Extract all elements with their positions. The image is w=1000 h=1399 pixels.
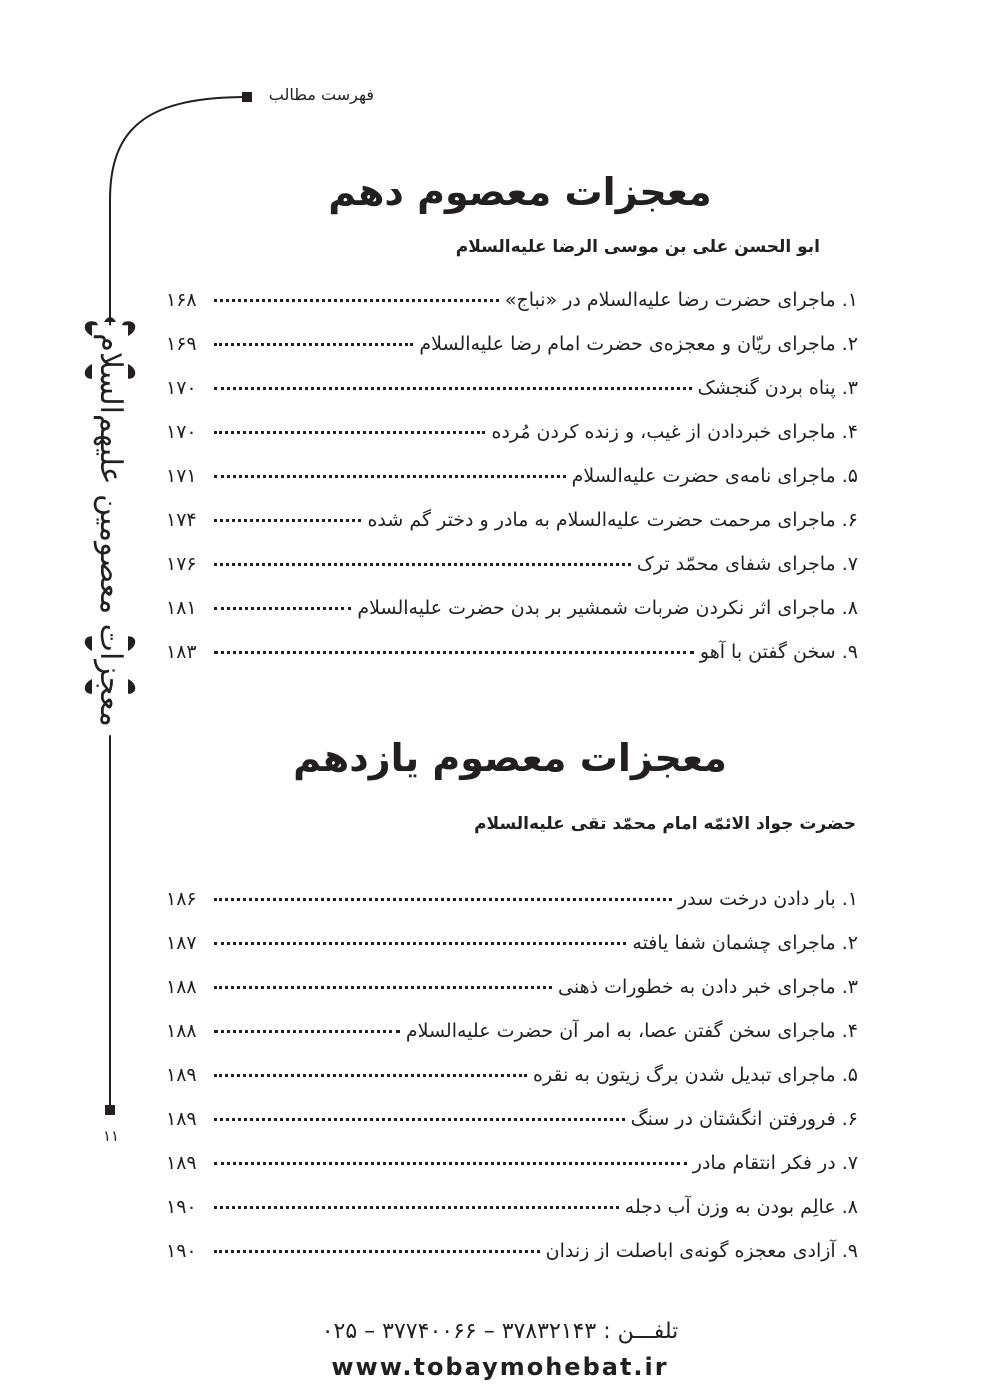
- entry-title: ماجرای خبردادن از غیب، و زنده کردن مُرده: [491, 421, 836, 443]
- entry-number: ۱.: [841, 289, 858, 311]
- dot-leader: [214, 431, 485, 434]
- book-title-vertical: معجزات معصومین علیهم‌السلام: [92, 325, 128, 735]
- toc-entry[interactable]: [160, 1009, 860, 1053]
- entry-number: ۲.: [841, 932, 858, 954]
- entry-page: ۱۷۰: [166, 421, 197, 443]
- dot-leader: [214, 986, 552, 989]
- entry-title: فرورفتن انگشتان در سنگ: [630, 1108, 836, 1130]
- entry-title: ماجرای سخن گفتن عصا، به امر آن حضرت علیه‌السلام: [405, 1020, 836, 1042]
- toc-entry[interactable]: [160, 921, 860, 965]
- toc-entry[interactable]: [160, 454, 860, 498]
- entry-number: ۴.: [841, 421, 858, 443]
- dot-leader: [214, 563, 631, 566]
- toc-list: [160, 278, 860, 674]
- entry-page: ۱۸۹: [166, 1108, 197, 1130]
- entry-title: بار دادن درخت سدر: [678, 888, 836, 910]
- toc-entry[interactable]: [160, 1053, 860, 1097]
- toc-entry[interactable]: [160, 322, 860, 366]
- entry-page: ۱۸۹: [166, 1152, 197, 1174]
- dot-leader: [214, 1162, 687, 1165]
- entry-title: ماجرای تبدیل شدن برگ زیتون به نقره: [533, 1064, 836, 1086]
- toc-entry[interactable]: [160, 410, 860, 454]
- toc-entry[interactable]: [160, 1097, 860, 1141]
- entry-page: ۱۷۱: [166, 465, 197, 487]
- dot-leader: [214, 299, 499, 302]
- running-header: فهرست مطالب: [268, 85, 374, 104]
- toc-entry[interactable]: [160, 498, 860, 542]
- entry-number: ۶.: [841, 509, 858, 531]
- entry-title: سخن گفتن با آهو: [699, 641, 836, 663]
- entry-page: ۱۷۶: [166, 553, 197, 575]
- entry-number: ۸.: [841, 597, 858, 619]
- entry-page: ۱۷۰: [166, 377, 197, 399]
- entry-number: ۸.: [841, 1196, 858, 1218]
- toc-section-11: [160, 728, 860, 1273]
- dot-leader: [214, 475, 566, 478]
- dot-leader: [214, 1206, 619, 1209]
- entry-title: ماجرای خبر دادن به خطورات ذهنی: [558, 976, 836, 998]
- entry-page: ۱۹۰: [166, 1240, 197, 1262]
- entry-title: در فکر انتقام مادر: [692, 1152, 836, 1174]
- dot-leader: [214, 942, 626, 945]
- entry-number: ۱.: [841, 888, 858, 910]
- toc-entry[interactable]: [160, 630, 860, 674]
- entry-page: ۱۸۱: [166, 597, 197, 619]
- entry-title: ماجرای مرحمت حضرت علیه‌السلام به مادر و دختر گم شده: [367, 509, 836, 531]
- toc-entry[interactable]: [160, 965, 860, 1009]
- footer-website-link[interactable]: www.tobaymohebat.ir: [331, 1353, 669, 1381]
- section-subtitle: حضرت جواد الائمّه امام محمّد تقی علیه‌السلام: [474, 814, 856, 834]
- entry-page: ۱۸۸: [166, 976, 197, 998]
- entry-title: ماجرای حضرت رضا علیه‌السلام در «نباج»: [504, 289, 836, 311]
- entry-title: ماجرای شفای محمّد ترک: [636, 553, 836, 575]
- entry-page: ۱۸۹: [166, 1064, 197, 1086]
- dot-leader: [214, 1118, 625, 1121]
- dot-leader: [214, 607, 351, 610]
- entry-page: ۱۶۹: [166, 333, 197, 355]
- entry-number: ۵.: [841, 465, 858, 487]
- entry-page: ۱۹۰: [166, 1196, 197, 1218]
- entry-number: ۶.: [841, 1108, 858, 1130]
- dot-leader: [214, 651, 694, 654]
- entry-title: عالِم بودن به وزن آب دجله: [624, 1196, 836, 1218]
- entry-number: ۳.: [841, 976, 858, 998]
- entry-number: ۳.: [841, 377, 858, 399]
- section-subtitle: ابو الحسن علی بن موسی الرضا علیه‌السلام: [455, 237, 820, 257]
- toc-entry[interactable]: [160, 1141, 860, 1185]
- entry-number: ۲.: [841, 333, 858, 355]
- entry-title: آزادی معجزه گونه‌ی اباصلت از زندان: [545, 1240, 836, 1262]
- entry-page: ۱۷۴: [166, 509, 197, 531]
- dot-leader: [214, 387, 692, 390]
- toc-list: [160, 877, 860, 1273]
- entry-title: ماجرای چشمان شفا یافته: [632, 932, 836, 954]
- toc-entry[interactable]: [160, 1229, 860, 1273]
- toc-entry[interactable]: [160, 877, 860, 921]
- entry-page: ۱۸۳: [166, 641, 197, 663]
- toc-entry[interactable]: [160, 542, 860, 586]
- entry-title: ماجرای اثر نکردن ضربات شمشیر بر بدن حضرت علیه‌السلام: [357, 597, 836, 619]
- dot-leader: [214, 898, 672, 901]
- dot-leader: [214, 1030, 400, 1033]
- page-number: ۱۱: [102, 1127, 120, 1145]
- entry-number: ۵.: [841, 1064, 858, 1086]
- entry-title: پناه بردن گنجشک: [697, 377, 836, 399]
- entry-page: ۱۸۶: [166, 888, 197, 910]
- entry-title: ماجرای نامه‌ی حضرت علیه‌السلام: [571, 465, 836, 487]
- entry-page: ۱۸۷: [166, 932, 197, 954]
- toc-entry[interactable]: [160, 278, 860, 322]
- dot-leader: [214, 1250, 540, 1253]
- entry-number: ۷.: [841, 1152, 858, 1174]
- entry-number: ۷.: [841, 553, 858, 575]
- section-title: معجزات معصوم دهم: [328, 170, 712, 214]
- entry-number: ۹.: [841, 1240, 858, 1262]
- toc-entry[interactable]: [160, 1185, 860, 1229]
- entry-page: ۱۸۸: [166, 1020, 197, 1042]
- entry-number: ۹.: [841, 641, 858, 663]
- dot-leader: [214, 1074, 527, 1077]
- toc-section-10: [160, 162, 860, 674]
- dot-leader: [214, 343, 413, 346]
- footer-phone: تلفـــن : ۳۷۸۳۲۱۴۳ – ۳۷۷۴۰۰۶۶ – ۰۲۵: [321, 1319, 679, 1344]
- entry-number: ۴.: [841, 1020, 858, 1042]
- section-title: معجزات معصوم یازدهم: [293, 736, 727, 780]
- dot-leader: [214, 519, 361, 522]
- entry-title: ماجرای ریّان و معجزه‌ی حضرت امام رضا علیه‌السلام: [419, 333, 836, 355]
- toc-entry[interactable]: [160, 586, 860, 630]
- toc-entry[interactable]: [160, 366, 860, 410]
- entry-page: ۱۶۸: [166, 289, 197, 311]
